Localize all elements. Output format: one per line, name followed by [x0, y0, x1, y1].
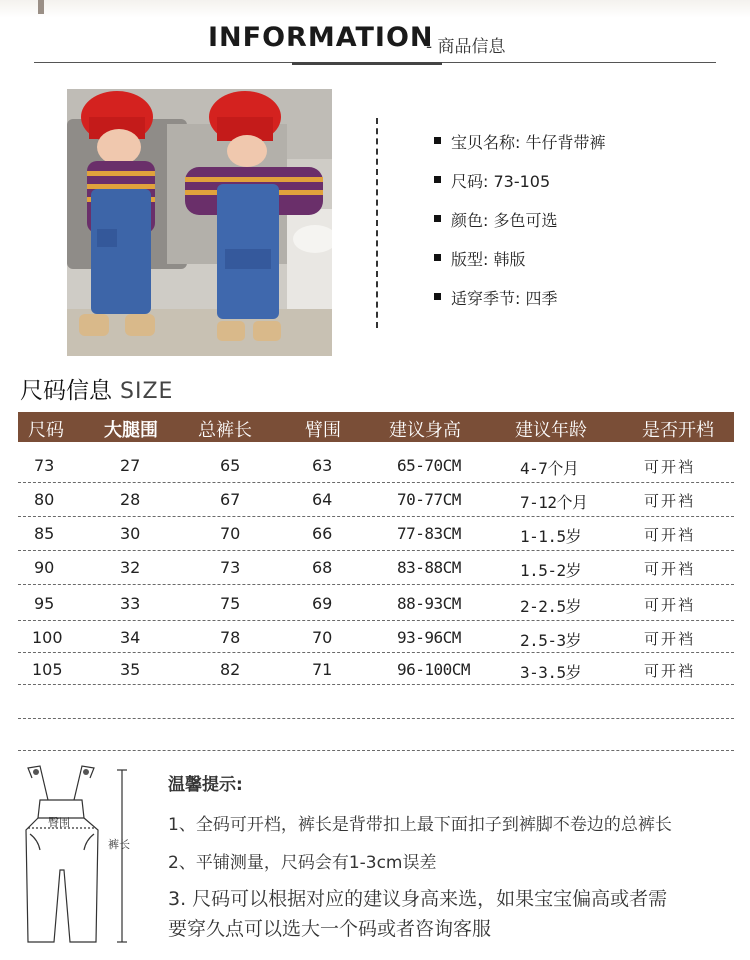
cell-hip: 64	[312, 490, 333, 509]
header-cell: 尺码	[28, 420, 64, 441]
cell-length: 78	[220, 628, 241, 647]
cell-age: 4-7个月	[520, 459, 579, 478]
cell-length: 67	[220, 490, 241, 509]
row-divider	[18, 718, 734, 719]
cell-length: 75	[220, 594, 241, 613]
cell-hip: 71	[312, 660, 333, 679]
bullet-icon	[434, 293, 441, 300]
cell-hip: 66	[312, 524, 333, 543]
cell-height: 96-100CM	[397, 660, 471, 679]
cell-height: 70-77CM	[397, 490, 461, 509]
cell-height: 93-96CM	[397, 628, 461, 647]
size-title-cn: 尺码信息	[20, 378, 112, 404]
cell-length: 82	[220, 660, 241, 679]
cell-height: 83-88CM	[397, 558, 461, 577]
table-row	[18, 652, 734, 686]
cell-age: 7-12个月	[520, 493, 588, 512]
cell-height: 65-70CM	[397, 456, 461, 475]
header-cell: 臂围	[305, 420, 341, 441]
cell-size: 100	[32, 628, 63, 647]
cell-open: 可开裆	[644, 526, 696, 544]
cell-thigh: 28	[120, 490, 141, 509]
vertical-dashed-divider	[376, 118, 378, 328]
cell-hip: 70	[312, 628, 333, 647]
cell-height: 88-93CM	[397, 594, 461, 613]
cell-thigh: 35	[120, 660, 141, 679]
cell-hip: 69	[312, 594, 333, 613]
cell-thigh: 34	[120, 628, 141, 647]
table-row	[18, 448, 734, 482]
product-photo	[67, 89, 332, 356]
cell-thigh: 33	[120, 594, 141, 613]
cell-hip: 63	[312, 456, 333, 475]
row-divider	[18, 584, 734, 585]
cell-size: 90	[34, 558, 55, 577]
cell-size: 95	[34, 594, 55, 613]
bullet-icon	[434, 137, 441, 144]
cell-open: 可开裆	[644, 492, 696, 510]
tip-item: 1、全码可开档，裤长是背带扣上最下面扣子到裤脚不卷边的总裤长	[168, 815, 672, 835]
bullet-icon	[434, 254, 441, 261]
cell-thigh: 32	[120, 558, 141, 577]
cell-age: 3-3.5岁	[520, 663, 582, 682]
tip-item: 要穿久点可以选大一个码或者咨询客服	[168, 918, 492, 940]
size-title-en: SIZE	[120, 379, 174, 404]
cell-age: 2-2.5岁	[520, 597, 582, 616]
cell-length: 73	[220, 558, 241, 577]
table-row	[18, 550, 734, 584]
table-row	[18, 620, 734, 654]
header-cell: 是否开档	[642, 420, 714, 441]
tip-item: 3. 尺码可以根据对应的建议身高来选，如果宝宝偏高或者需	[168, 888, 668, 910]
cell-age: 1-1.5岁	[520, 527, 582, 546]
info-subtitle: - 商品信息	[426, 37, 506, 57]
overalls-diagram	[18, 760, 158, 950]
cell-size: 73	[34, 456, 55, 475]
bullet-icon	[434, 215, 441, 222]
cell-open: 可开裆	[644, 458, 696, 476]
cell-age: 1.5-2岁	[520, 561, 582, 580]
cell-size: 105	[32, 660, 63, 679]
table-row	[18, 586, 734, 620]
top-banner-strip	[0, 0, 750, 18]
header-cell: 总裤长	[198, 420, 252, 441]
diagram-hip-label: 臀围	[48, 816, 70, 829]
header-cell: 建议年龄	[515, 420, 587, 441]
table-row	[18, 482, 734, 516]
row-divider	[18, 750, 734, 751]
cell-length: 70	[220, 524, 241, 543]
row-divider	[18, 684, 734, 685]
header-cell: 建议身高	[389, 420, 461, 441]
cell-size: 80	[34, 490, 55, 509]
size-table-header	[18, 412, 734, 442]
cell-open: 可开裆	[644, 662, 696, 680]
header-divider-accent	[292, 62, 442, 65]
cell-size: 85	[34, 524, 55, 543]
banner-decoration	[38, 0, 44, 14]
cell-thigh: 30	[120, 524, 141, 543]
size-section-title	[20, 372, 173, 405]
cell-open: 可开裆	[644, 560, 696, 578]
cell-length: 65	[220, 456, 241, 475]
cell-age: 2.5-3岁	[520, 631, 582, 650]
cell-thigh: 27	[120, 456, 141, 475]
info-title: INFORMATION	[208, 22, 434, 53]
cell-hip: 68	[312, 558, 333, 577]
cell-open: 可开裆	[644, 630, 696, 648]
diagram-length-label: 裤长	[108, 838, 130, 851]
header-cell: 大腿围	[104, 420, 158, 441]
bullet-icon	[434, 176, 441, 183]
tips-title: 温馨提示:	[168, 775, 243, 795]
table-row	[18, 516, 734, 550]
cell-height: 77-83CM	[397, 524, 461, 543]
cell-open: 可开裆	[644, 596, 696, 614]
tip-item: 2、平铺测量，尺码会有1-3cm误差	[168, 853, 437, 873]
